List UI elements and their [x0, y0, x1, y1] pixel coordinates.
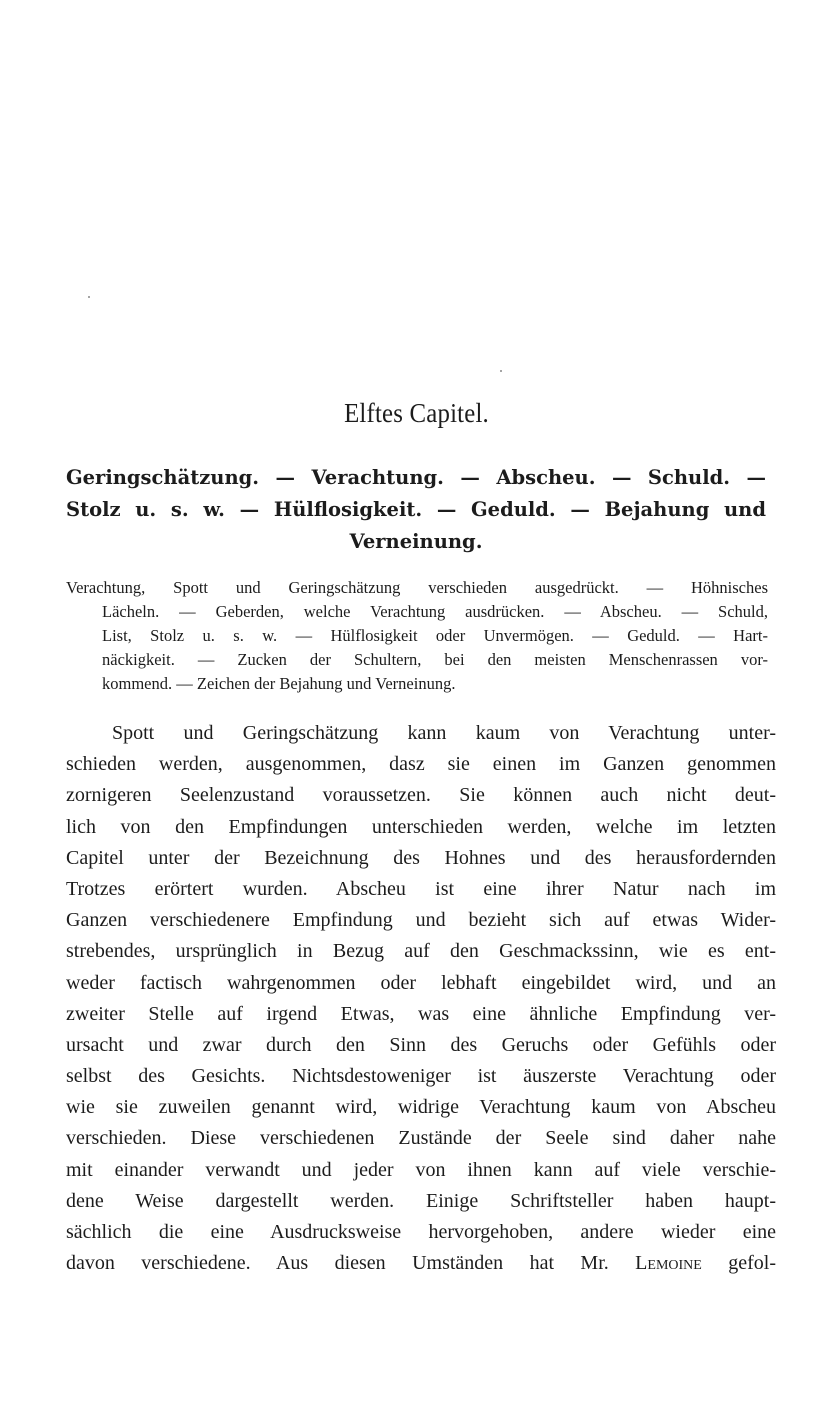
body-line: strebendes, ursprünglich in Bezug auf den Geschmackssinn, wie es ent- [66, 940, 776, 963]
body-line: sächlich die eine Ausdrucksweise hervorgehoben, andere wieder eine [66, 1221, 776, 1243]
summary-line: List, Stolz u. s. w. — Hülflosigkeit oder Unvermögen. — Geduld. — Hart- [102, 626, 768, 645]
body-line: Capitel unter der Bezeichnung des Hohnes und des herausfordernden [66, 846, 776, 869]
body-line: Ganzen verschiedenere Empfindung und bezieht sich auf etwas Wider- [66, 909, 776, 932]
body-line-start: davon verschiedene. Aus diesen Umständen hat Mr. [66, 1252, 609, 1275]
body-line: verschieden. Diese verschiedenen Zustände der Seele sind daher nahe [66, 1127, 776, 1150]
body-line: lich von den Empfindungen unterschieden werden, welche im letzten [66, 815, 776, 838]
body-line-end: gefol- [728, 1252, 776, 1275]
body-line: schieden werden, ausgenommen, dasz sie einen im Ganzen genommen [66, 753, 776, 776]
body-paragraph [66, 718, 776, 1279]
summary-line: kommend. — Zeichen der Bejahung und Verneinung. [102, 674, 456, 693]
body-line-last [66, 1248, 776, 1279]
body-line: ursacht und zwar durch den Sinn des Geruchs oder Gefühls oder [66, 1033, 776, 1056]
subject-line: Verneinung. [349, 530, 483, 553]
body-line: weder factisch wahrgenommen oder lebhaft eingebildet wird, und an [66, 971, 776, 994]
author-name: Lemoine [635, 1252, 702, 1275]
paper-speck [88, 296, 90, 298]
body-line: Spott und Geringschätzung kann kaum von Verachtung unter- [112, 722, 776, 744]
body-line: selbst des Gesichts. Nichtsdestoweniger ist äuszerste Verachtung oder [66, 1065, 776, 1088]
summary-line: Verachtung, Spott und Geringschätzung verschieden ausgedrückt. — Höhnisches [66, 578, 768, 597]
subject-line: Stolz u. s. w. — Hülflosigkeit. — Geduld. — Bejahung und [66, 498, 766, 521]
body-line: Trotzes erörtert wurden. Abscheu ist eine ihrer Natur nach im [66, 877, 776, 900]
body-line: mit einander verwandt und jeder von ihnen kann auf viele verschie- [66, 1158, 776, 1181]
body-line: zweiter Stelle auf irgend Etwas, was eine ähnliche Empfindung ver- [66, 1002, 776, 1025]
chapter-subjects [66, 462, 766, 558]
paper-speck [500, 370, 502, 372]
subject-line: Geringschätzung. — Verachtung. — Abscheu. — Schuld. — [66, 466, 766, 489]
summary-line: Lächeln. — Geberden, welche Verachtung ausdrücken. — Abscheu. — Schuld, [102, 602, 768, 621]
body-line: zornigeren Seelenzustand voraussetzen. Sie können auch nicht deut- [66, 784, 776, 807]
body-line: dene Weise dargestellt werden. Einige Schriftsteller haben haupt- [66, 1189, 776, 1212]
chapter-summary [66, 576, 768, 696]
body-line: wie sie zuweilen genannt wird, widrige Verachtung kaum von Abscheu [66, 1096, 776, 1119]
summary-line: näckigkeit. — Zucken der Schultern, bei den meisten Menschenrassen vor- [102, 650, 768, 669]
chapter-title: Elftes Capitel. [344, 398, 489, 428]
